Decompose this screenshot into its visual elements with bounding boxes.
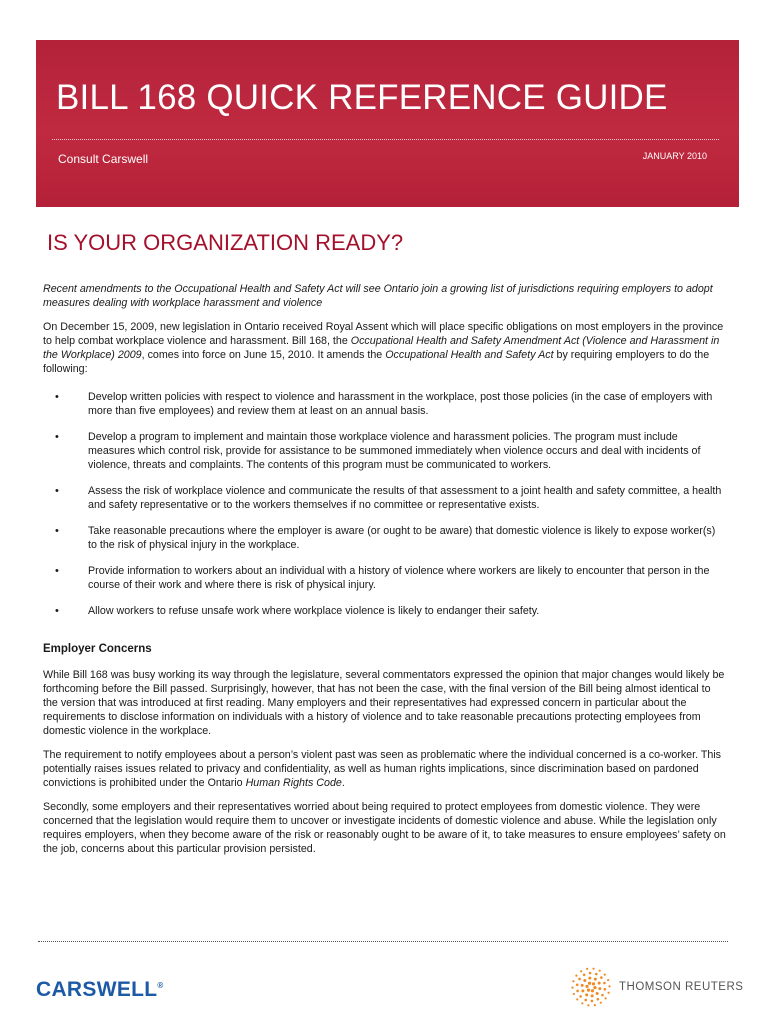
logo-dot: [600, 976, 603, 979]
amendment-act-title: Occupational Health and Safety Amendment Act (Violence and Harassment in the Workplace) 2009: [43, 335, 720, 361]
logo-dot: [579, 995, 582, 998]
list-item: [43, 604, 726, 618]
ohs-act-title: Occupational Health and Safety Act: [385, 349, 554, 361]
logo-dot: [591, 989, 594, 992]
logo-dot: [598, 982, 601, 985]
bullet-icon: •: [55, 485, 59, 497]
bullet-icon: •: [55, 605, 59, 617]
logo-dot: [581, 989, 584, 992]
employer-concerns-heading: Employer Concerns: [43, 643, 152, 655]
header-banner: [36, 40, 739, 207]
logo-dot: [594, 978, 597, 981]
concerns-paragraph-3: Secondly, some employers and their representatives worried about being required to protect employees from domestic violence. They were concerned that the legislation would require them to uncover or investigate incidents of domestic violence and abuse. While the legislation only requires employers, when they become aware of the risk or reasonably ought to be aware of it, to take measures to ensure employees’ safety on the job, concerns about this particular provision persisted.: [43, 801, 726, 855]
list-item-text: Provide information to workers about an individual with a history of violence where workers are likely to encounter that person in the course of their work and where there is risk of physical injury.: [88, 565, 710, 591]
logo-dot: [576, 983, 579, 986]
logo-dot: [583, 979, 586, 982]
list-item-text: Develop written policies with respect to violence and harassment in the workplace, post those policies (in the case of employers with more than five employees) and review them at least on an annual basis.: [88, 391, 713, 417]
logo-dot: [588, 977, 591, 980]
logo-dot: [591, 1000, 594, 1003]
logo-dot: [583, 973, 586, 976]
logo-dot: [607, 992, 609, 994]
logo-dot: [587, 1004, 589, 1006]
logo-dot: [585, 993, 588, 996]
human-rights-code-title: Human Rights Code: [245, 777, 342, 789]
logo-dot: [604, 974, 606, 976]
logo-dot: [601, 994, 604, 997]
logo-dot: [571, 987, 573, 989]
list-item: [43, 430, 726, 472]
bullet-icon: •: [55, 525, 59, 537]
logo-dot: [607, 979, 609, 981]
concerns-paragraph-1: While Bill 168 was busy working its way through the legislature, several commentators expressed the opinion that major changes would likely be forthcoming before the Bill passed. Surprisingly, however, that has not been the case, with the final version of the Bill being almost identical to the version that was introduced at first reading. Many employers and their representatives had expressed concern in particular about the requirements to disclose information on individuals with a history of violence and to take reasonable precautions protecting employees from domestic violence in the workplace.: [43, 669, 725, 737]
thomson-reuters-logo-icon: [570, 966, 612, 1008]
logo-dot: [595, 973, 598, 976]
logo-dot: [608, 985, 610, 987]
requirements-list: [43, 390, 726, 618]
logo-dot: [581, 1002, 583, 1004]
intro-paragraph: Recent amendments to the Occupational Health and Safety Act will see Ontario join a growing list of jurisdictions requiring employers to adopt measures dealing with workplace harassment and violence: [43, 283, 713, 309]
bullet-icon: •: [55, 565, 59, 577]
header-subtitle: Consult Carswell: [58, 152, 149, 166]
list-item: [43, 390, 726, 418]
logo-dot: [599, 970, 601, 972]
logo-dot: [588, 982, 591, 985]
concerns-text: The requirement to notify employees about a person’s violent past was seen as problematic where the individual concerned is a co-worker. This potentially raises issues related to privacy and confidentiality, as well as human rights implications, since discrimination based on pardoned convictions is prohibited under the Ontario: [43, 749, 722, 789]
logo-dot: [604, 997, 606, 999]
concerns-paragraph-2: [43, 748, 726, 790]
list-item: [43, 484, 726, 512]
logo-dot: [584, 999, 587, 1002]
logo-dot: [572, 980, 574, 982]
logo-dot: [581, 984, 584, 987]
legislation-text-b: , comes into force on June 15, 2010. It amends the: [141, 349, 386, 361]
carswell-logo: [36, 978, 164, 1002]
logo-dot: [578, 978, 581, 981]
carswell-wordmark: CARSWELL: [36, 978, 158, 1001]
logo-dot: [598, 987, 601, 990]
logo-dot: [597, 998, 600, 1001]
logo-dot: [593, 986, 596, 989]
logo-dot: [587, 989, 590, 992]
logo-dot: [594, 1004, 596, 1006]
legislation-paragraph: [43, 320, 726, 376]
list-item-text: Allow workers to refuse unsafe work where workplace violence is likely to endanger their safety.: [88, 605, 540, 617]
list-item-text: Take reasonable precautions where the employer is aware (or ought to be aware) that domestic violence is likely to expose worker(s) to the risk of physical injury in the workplace.: [88, 525, 716, 551]
logo-dot: [592, 982, 595, 985]
logo-dot: [592, 968, 594, 970]
list-item-text: Assess the risk of workplace violence and communicate the results of that assessment to a joint health and safety committee, a health and safety representative or to the workers themselves if no committee or representative exists.: [88, 485, 722, 511]
logo-dot: [585, 985, 588, 988]
footer-divider: [38, 941, 728, 942]
logo-dot: [596, 992, 599, 995]
thomson-reuters-wordmark: THOMSON REUTERS: [619, 981, 744, 993]
logo-dot: [575, 975, 577, 977]
bullet-icon: •: [55, 431, 59, 443]
logo-dot: [600, 1002, 602, 1004]
legislation-text-c: by requiring employers to do the following:: [43, 349, 710, 375]
logo-dot: [580, 970, 582, 972]
bullet-icon: •: [55, 391, 59, 403]
logo-dot: [604, 988, 607, 991]
concerns-text-end: .: [341, 777, 345, 789]
section-heading: IS YOUR ORGANIZATION READY?: [47, 230, 404, 255]
header-divider: [52, 139, 719, 140]
logo-dot: [603, 982, 606, 985]
logo-dot: [573, 993, 575, 995]
header-date: JANUARY 2010: [642, 151, 707, 161]
logo-dot: [576, 998, 578, 1000]
legislation-text-a: On December 15, 2009, new legislation in Ontario received Royal Assent which will place specific obligations on most employers in the province to help combat workplace violence and harassment. Bill 168, the: [43, 321, 724, 347]
document-body: [43, 282, 726, 866]
logo-dot: [589, 972, 592, 975]
registered-mark: ®: [157, 981, 164, 990]
list-item: [43, 564, 726, 592]
logo-dot: [586, 968, 588, 970]
document-title: BILL 168 QUICK REFERENCE GUIDE: [56, 78, 668, 117]
list-item: [43, 524, 726, 552]
list-item-text: Develop a program to implement and maintain those workplace violence and harassment policies. The program must include measures which control risk, provide for assistance to be summoned immediately when violence occurs and deal with incidents of violence, threats and complaints. The contents of this program must be communicated to workers.: [88, 431, 701, 471]
logo-dot: [576, 990, 579, 993]
logo-dot: [591, 994, 594, 997]
